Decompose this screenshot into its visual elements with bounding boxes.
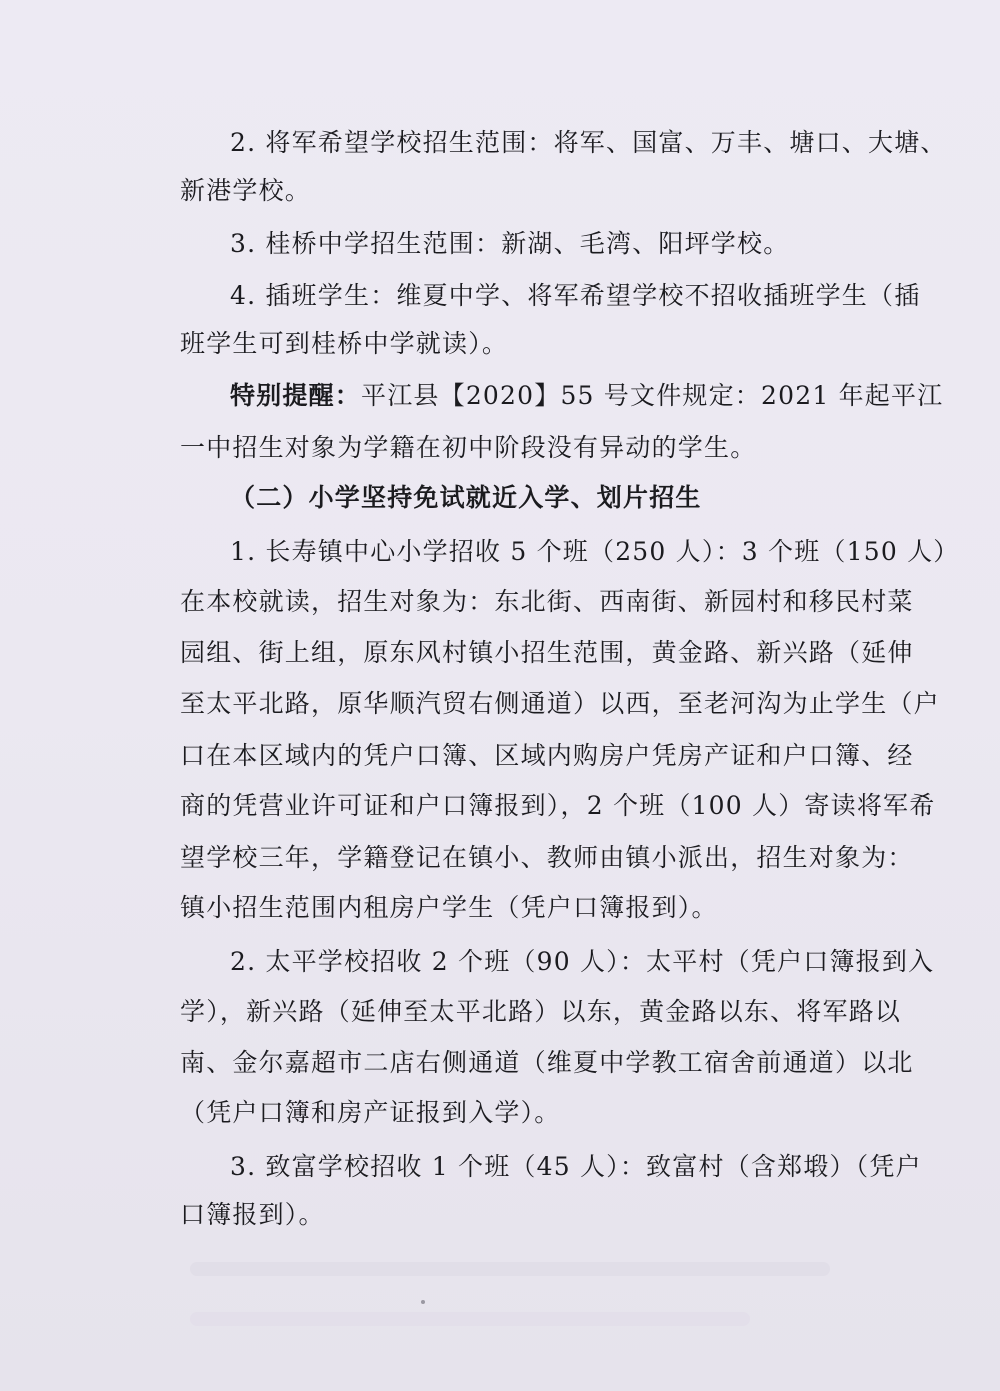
paragraph-line: 3. 桂桥中学招生范围：新湖、毛湾、阳坪学校。 bbox=[230, 229, 790, 258]
paper-speck bbox=[421, 1300, 425, 1304]
paragraph-line: 2. 太平学校招收 2 个班（90 人）：太平村（凭户口簿报到入 bbox=[230, 947, 935, 976]
paragraph-line: 至太平北路，原华顺汽贸右侧通道）以西，至老河沟为止学生（户 bbox=[180, 689, 940, 718]
bleed-through-shadow bbox=[190, 1312, 750, 1326]
paragraph-line: 望学校三年，学籍登记在镇小、教师由镇小派出，招生对象为： bbox=[180, 843, 914, 872]
paragraph-line: 南、金尔嘉超市二店右侧通道（维夏中学教工宿舍前通道）以北 bbox=[180, 1048, 914, 1077]
paragraph-line: （凭户口簿和房产证报到入学）。 bbox=[180, 1098, 561, 1127]
paragraph-line: 商的凭营业许可证和户口簿报到），2 个班（100 人）寄读将军希 bbox=[180, 791, 936, 820]
reminder-text: 平江县【2020】55 号文件规定：2021 年起平江 bbox=[361, 381, 944, 410]
paragraph-line: 2. 将军希望学校招生范围：将军、国富、万丰、塘口、大塘、 bbox=[230, 128, 947, 157]
paragraph-line: 3. 致富学校招收 1 个班（45 人）：致富村（含郑塅）（凭户 bbox=[230, 1152, 922, 1181]
paragraph-line: 新港学校。 bbox=[180, 176, 312, 205]
section-heading: （二）小学坚持免试就近入学、划片招生 bbox=[230, 483, 702, 512]
paragraph-line: 学），新兴路（延伸至太平北路）以东，黄金路以东、将军路以 bbox=[180, 997, 902, 1026]
bleed-through-shadow bbox=[190, 1262, 830, 1276]
paragraph-line: 口在本区域内的凭户口簿、区域内购房户凭房产证和户口簿、经 bbox=[180, 741, 914, 770]
paragraph-line: 镇小招生范围内租房户学生（凭户口簿报到）。 bbox=[180, 893, 718, 922]
paragraph-line: 班学生可到桂桥中学就读）。 bbox=[180, 329, 509, 358]
paragraph-line: 在本校就读，招生对象为：东北街、西南街、新园村和移民村菜 bbox=[180, 587, 914, 616]
reminder-label: 特别提醒： bbox=[230, 381, 362, 410]
paragraph-line: 一中招生对象为学籍在初中阶段没有异动的学生。 bbox=[180, 433, 757, 462]
paragraph-line: 园组、街上组，原东风村镇小招生范围，黄金路、新兴路（延伸 bbox=[180, 638, 914, 667]
paragraph-line: 1. 长寿镇中心小学招收 5 个班（250 人）：3 个班（150 人） bbox=[230, 537, 960, 566]
reminder-line bbox=[230, 379, 943, 413]
paragraph-line: 口簿报到）。 bbox=[180, 1200, 325, 1229]
paragraph-line: 4. 插班学生：维夏中学、将军希望学校不招收插班学生（插 bbox=[230, 281, 921, 310]
